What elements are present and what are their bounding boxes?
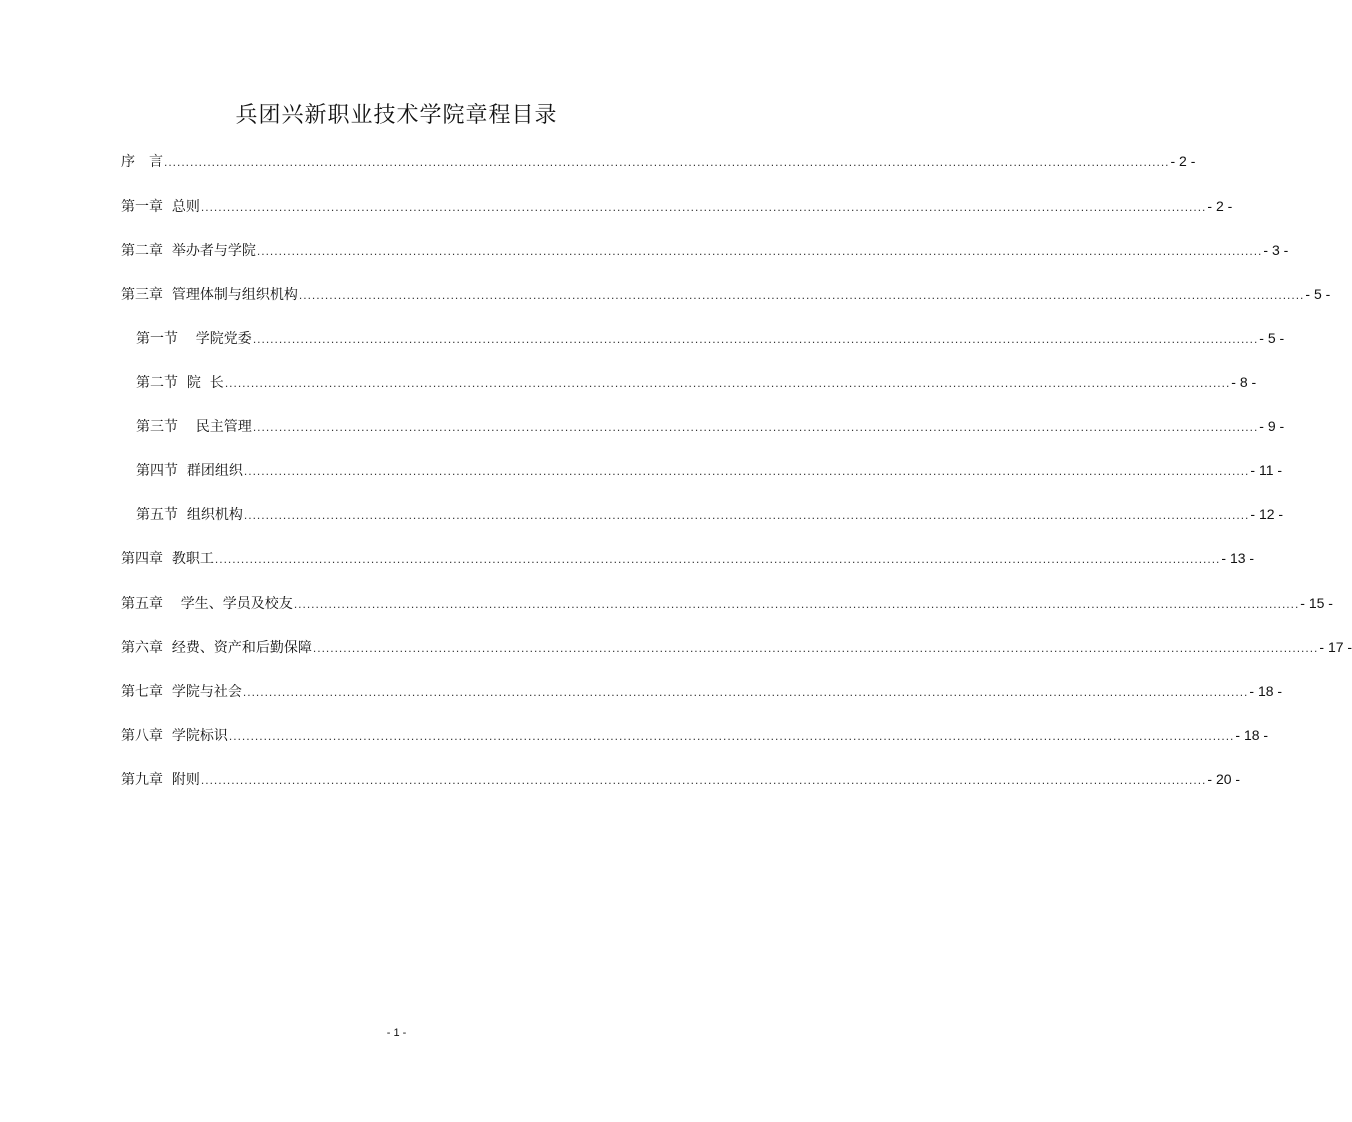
toc-entry-label: 第九章 附则 [121,772,200,788]
dot-leader: ........................................................................................................................................................................................................................................ [252,332,1259,346]
dot-leader: ........................................................................................................................................................................................................................................ [312,641,1319,655]
toc-entry-page: - 13 - [1221,550,1255,566]
toc-entry-page: - 2 - [1170,153,1196,169]
dot-leader: ........................................................................................................................................................................................................................................ [256,244,1263,258]
toc-entry-chapter-4[interactable] [121,547,1255,569]
toc-entry-label: 第八章 学院标识 [121,728,228,744]
toc-entry-chapter-6[interactable] [121,636,1352,658]
dot-leader: ........................................................................................................................................................................................................................................ [293,597,1300,611]
dot-leader: ........................................................................................................................................................................................................................................ [298,288,1305,302]
toc-entry-label: 第五章 学生、学员及校友 [121,596,293,612]
toc-entry-chapter-5[interactable] [121,592,1333,614]
toc-entry-page: - 5 - [1259,330,1285,346]
toc-entry-page: - 3 - [1263,242,1289,258]
toc-entry-section-1[interactable] [136,327,1285,349]
dot-leader: ........................................................................................................................................................................................................................................ [243,464,1250,478]
toc-entry-page: - 12 - [1250,506,1284,522]
dot-leader: ........................................................................................................................................................................................................................................ [164,155,1170,169]
toc-entry-section-5[interactable] [136,503,1284,525]
toc-entry-section-3[interactable] [136,415,1285,437]
toc-entry-chapter-8[interactable] [121,724,1269,746]
toc-entry-label: 第四节 群团组织 [136,463,243,479]
toc-entry-label: 序 言 [121,154,163,170]
toc-entry-page: - 15 - [1300,595,1333,611]
dot-leader: ........................................................................................................................................................................................................................................ [214,552,1221,566]
toc-entry-page: - 9 - [1259,418,1285,434]
toc-entry-section-2[interactable] [136,371,1257,393]
toc-entry-page: - 20 - [1207,771,1241,787]
toc-entry-page: - 18 - [1235,727,1269,743]
dot-leader: ........................................................................................................................................................................................................................................ [224,376,1231,390]
toc-entry-page: - 8 - [1231,374,1257,390]
dot-leader: ........................................................................................................................................................................................................................................ [252,420,1259,434]
toc-entry-chapter-7[interactable] [121,680,1283,702]
toc-entry-label: 第六章 经费、资产和后勤保障 [121,640,312,656]
toc-entry-label: 第七章 学院与社会 [121,684,242,700]
toc-entry-page: - 5 - [1305,286,1331,302]
toc-entry-label: 第二章 举办者与学院 [121,243,256,259]
dot-leader: ........................................................................................................................................................................................................................................ [228,729,1235,743]
toc-entry-chapter-3[interactable] [121,283,1331,305]
toc-entry-page: - 2 - [1207,198,1233,214]
toc-entry-label: 第一章 总则 [121,199,200,215]
dot-leader: ........................................................................................................................................................................................................................................ [243,508,1250,522]
toc-entry-label: 第三章 管理体制与组织机构 [121,287,298,303]
toc-entry-page: - 17 - [1319,639,1352,655]
toc-entry-label: 第四章 教职工 [121,551,214,567]
dot-leader: ........................................................................................................................................................................................................................................ [200,773,1207,787]
toc-entry-label: 第三节 民主管理 [136,419,252,435]
toc-entry-chapter-9[interactable] [121,768,1241,790]
toc-entry-page: - 18 - [1249,683,1283,699]
toc-entry-label: 第一节 学院党委 [136,331,252,347]
dot-leader: ........................................................................................................................................................................................................................................ [242,685,1249,699]
toc-entry-chapter-2[interactable] [121,239,1289,261]
toc-entry-label: 第二节 院 长 [136,375,224,391]
toc-entry-chapter-1[interactable] [121,195,1233,217]
toc-entry-page: - 11 - [1250,462,1283,478]
dot-leader: ........................................................................................................................................................................................................................................ [200,200,1207,214]
toc-entry-section-4[interactable] [136,459,1283,481]
toc-entry-preface[interactable] [121,150,1196,172]
toc-entry-label: 第五节 组织机构 [136,507,243,523]
document-title: 兵团兴新职业技术学院章程目录 [235,103,558,128]
page-number-footer: - 1 - [386,1027,407,1039]
